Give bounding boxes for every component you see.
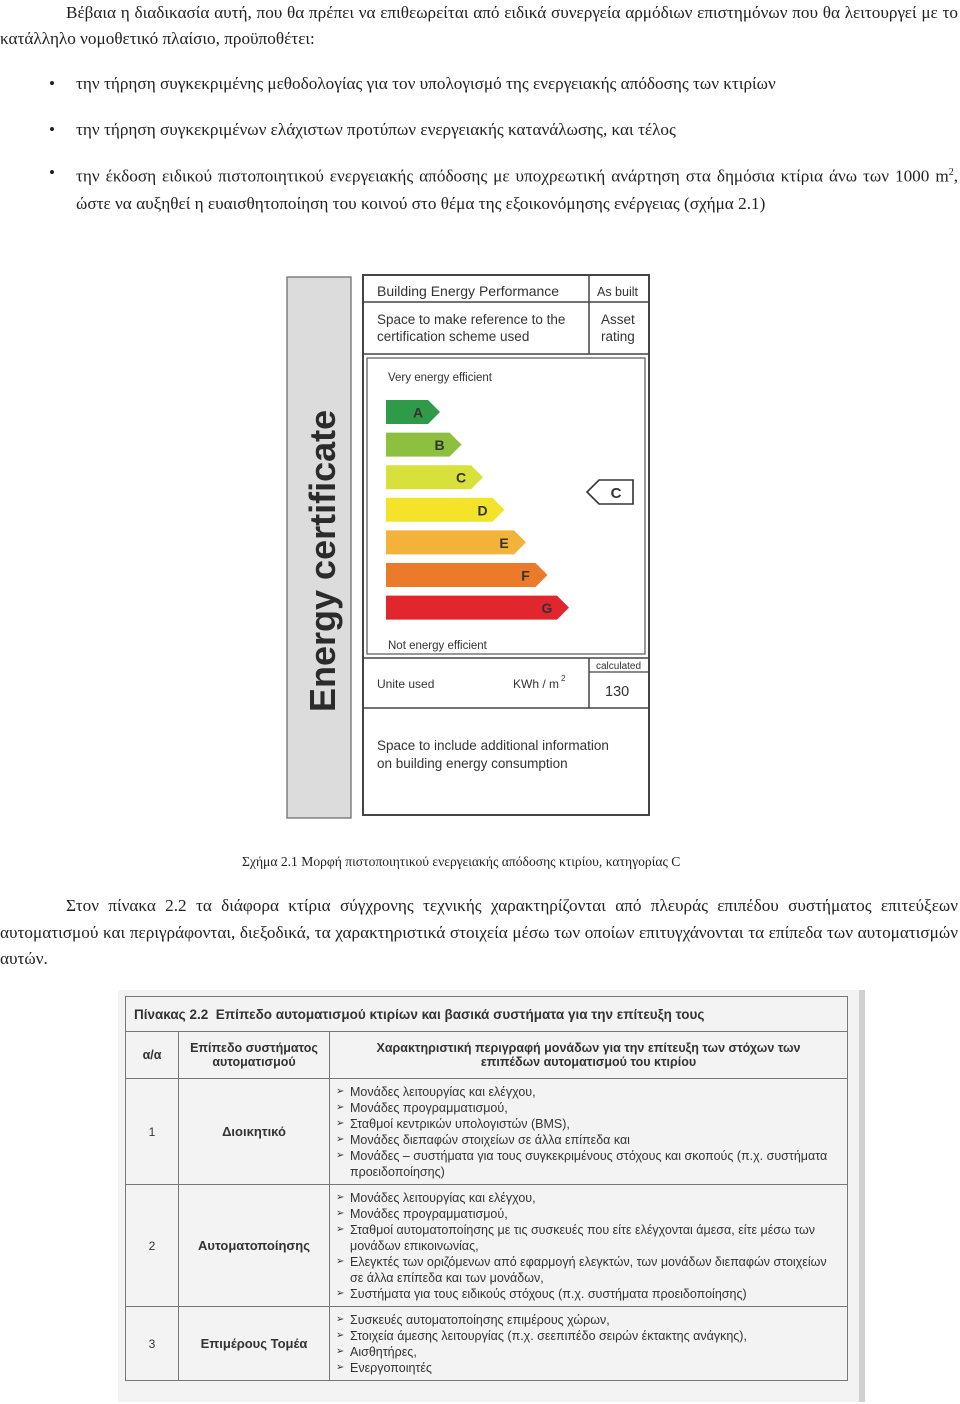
list-item	[0, 159, 958, 217]
unit-value: KWh / m	[513, 677, 560, 691]
figure-caption: Σχήμα 2.1 Μορφή πιστοποιητικού ενεργειακής απόδοσης κτιρίου, κατηγορίας C	[242, 854, 681, 869]
footer-text-line2: on building energy consumption	[377, 756, 568, 771]
superscript: 2	[948, 167, 954, 178]
bullet-icon: •	[49, 120, 56, 139]
not-efficient-label: Not energy efficient	[388, 640, 487, 652]
energy-class-label-b: B	[434, 437, 445, 454]
list-item: ➢ Μονάδες διεπαφών στοιχείων σε άλλα επίπεδα και	[336, 1132, 841, 1148]
energy-class-bar-c	[386, 465, 483, 489]
list-item: ➢ Ελεγκτές των οριζόμενων από εφαρμογή ελεγκτών, των μονάδων διεπαφών στοιχείων σε άλλα επίπεδα και των μονάδων,	[336, 1254, 841, 1286]
list-item: ➢ Μονάδες – συστήματα για τους συγκεκριμένους στόχους και σκοπούς (π.χ. συστήματα προειδοποίησης)	[336, 1148, 841, 1180]
table-title-text: Επίπεδο αυτοματισμού κτιρίων και βασικά συστήματα για την επίτευξη τους	[215, 1006, 705, 1022]
list-item: ➢ Στοιχεία άμεσης λειτουργίας (π.χ. σεεπιπέδο σειρών έκτακτης ανάγκης),	[336, 1328, 841, 1344]
energy-class-label-c: C	[455, 469, 467, 486]
list-item: ➢ Μονάδες λειτουργίας και ελέγχου,	[336, 1190, 841, 1206]
energy-class-label-f: F	[521, 567, 530, 584]
list-item: ➢ Μονάδες λειτουργίας και ελέγχου,	[336, 1084, 841, 1100]
rating-letter: C	[610, 485, 622, 502]
list-item-text: την τήρηση συγκεκριμένης μεθοδολογίας για τον υπολογισμό της ενεργειακής απόδοσης των κτιρίων	[76, 74, 776, 93]
asset-rating-line1: Asset	[601, 312, 635, 327]
table-label: Πίνακας 2.2	[134, 1006, 209, 1022]
list-item: ➢ Σταθμοί κεντρικών υπολογιστών (BMS),	[336, 1116, 841, 1132]
table-title	[126, 997, 848, 1032]
scheme-text-line2: certification scheme used	[377, 329, 530, 344]
energy-class-label-d: D	[477, 502, 488, 519]
row-level: Αυτοματοποίησης	[179, 1185, 330, 1307]
certificate-header-right: As built	[597, 285, 638, 299]
automation-levels-table	[125, 996, 848, 1381]
intro-paragraph: Βέβαια η διαδικασία αυτή, που θα πρέπει να επιθεωρείται από ειδικά συνεργεία αρμόδιων επιστημόνων που θα λειτουργεί με το κατάλληλο νομοθετικό πλαίσιο, προϋποθέτει:	[0, 3, 958, 48]
list-item: ➢ Ενεργοποιητές	[336, 1360, 841, 1376]
energy-class-label-e: E	[499, 534, 509, 551]
calculated-value: 130	[605, 684, 630, 700]
list-item-text: την τήρηση συγκεκριμένων ελάχιστων προτύπων ενεργειακής κατανάλωσης, και τέλος	[76, 120, 676, 139]
very-efficient-label: Very energy efficient	[388, 372, 492, 384]
energy-class-label-a: A	[412, 404, 424, 421]
list-item: ➢ Συστήματα για τους ειδικούς στόχους (π.χ. συστήματα προειδοποίησης)	[336, 1286, 841, 1302]
scheme-text-line1: Space to make reference to the	[377, 312, 566, 327]
row-description	[330, 1307, 848, 1381]
table-row	[126, 1079, 848, 1185]
energy-class-label-g: G	[541, 600, 553, 617]
row-description	[330, 1079, 848, 1185]
table-row	[126, 1185, 848, 1307]
energy-certificate-figure	[283, 272, 675, 819]
unit-superscript: 2	[561, 674, 566, 683]
column-header-description: Χαρακτηριστική περιγραφή μονάδων για την επίτευξη των στόχων των επιπέδων αυτοματισμού του κτιρίου	[330, 1032, 848, 1079]
bullet-icon: •	[49, 163, 56, 182]
list-item-text-tail: , ώστε να αυξηθεί η ευαισθητοποίηση του κοινού στο θέμα της εξοικονόμησης ενέργειας (σχήμα 2.1)	[76, 166, 958, 213]
asset-rating-line2: rating	[601, 329, 635, 344]
list-item-text	[76, 159, 958, 217]
list-item: ➢ Μονάδες προγραμματισμού,	[336, 1206, 841, 1222]
row-description	[330, 1185, 848, 1307]
list-item: ➢ Αισθητήρες,	[336, 1344, 841, 1360]
energy-class-bar-b	[386, 433, 462, 457]
calculated-label: calculated	[596, 661, 642, 672]
list-item-text-main: την έκδοση ειδικού πιστοποιητικού ενεργειακής απόδοσης με υποχρεωτική ανάρτηση στα δημόσια κτίρια άνω των 1000 m	[76, 166, 949, 186]
row-number: 1	[126, 1079, 179, 1185]
column-header-level: Επίπεδο συστήματος αυτοματισμού	[179, 1032, 330, 1079]
table-row	[126, 1307, 848, 1381]
table-scan	[118, 990, 862, 1402]
list-item: ➢ Μονάδες προγραμματισμού,	[336, 1100, 841, 1116]
certificate-side-title: Energy certificate	[302, 409, 343, 712]
column-header-number: α/α	[126, 1032, 179, 1079]
certificate-header-title: Building Energy Performance	[377, 283, 560, 299]
unit-label: Unite used	[377, 677, 435, 691]
body-paragraph: Στον πίνακα 2.2 τα διάφορα κτίρια σύγχρονης τεχνικής χαρακτηρίζονται από πλευράς επιπέδου συστήματος επιτεύξεων αυτοματισμού και περιγράφονται, διεξοδικά, τα χαρακτηριστικά στοιχεία μέσω των οποίων επιτυγχάνονται τα επίπεδα των αυτοματισμών αυτών.	[0, 896, 958, 968]
row-level: Επιμέρους Τομέα	[179, 1307, 330, 1381]
footer-text-line1: Space to include additional information	[377, 738, 609, 753]
row-number: 3	[126, 1307, 179, 1381]
list-item	[0, 116, 958, 143]
list-item: ➢ Συσκευές αυτοματοποίησης επιμέρους χώρων,	[336, 1312, 841, 1328]
list-item	[0, 70, 958, 97]
list-item: ➢ Σταθμοί αυτοματοποίησης με τις συσκευές που είτε ελέγχονται άμεσα, είτε μέσω των μονάδων επικοινωνίας,	[336, 1222, 841, 1254]
row-level: Διοικητικό	[179, 1079, 330, 1185]
bullet-icon: •	[49, 74, 56, 93]
row-number: 2	[126, 1185, 179, 1307]
